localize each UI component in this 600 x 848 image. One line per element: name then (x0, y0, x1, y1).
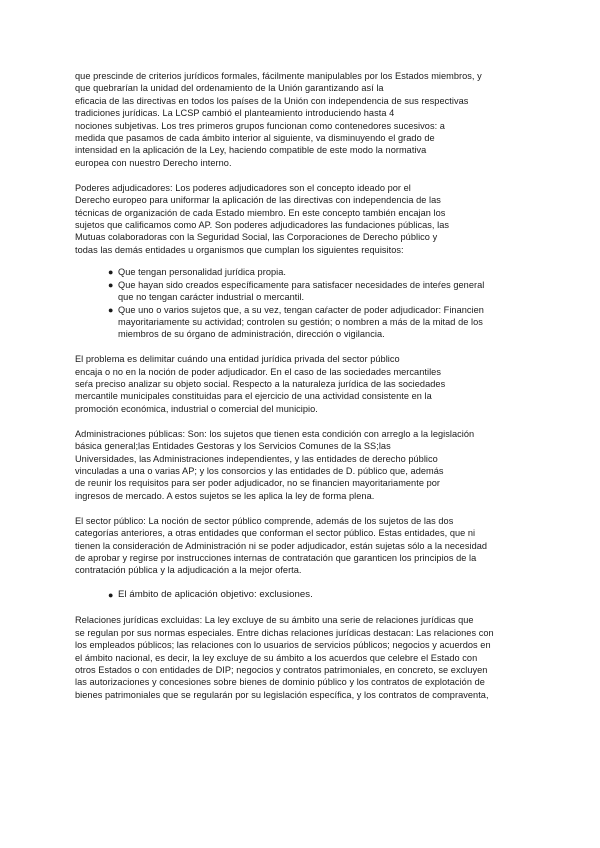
text-line: Que uno o varios sujetos que, a su vez, tengan caŕacter de poder adjudicador: Financien (118, 304, 484, 315)
sector-publico-paragraph (75, 515, 525, 577)
ambito-heading (75, 589, 525, 601)
text-line: Administraciones públicas: Son: los sujetos que tienen esta condición con arreglo a la legislación (75, 428, 475, 439)
text-line: Mutuas colaboradoras con la Seguridad Social, las Corporaciones de Derecho público y (75, 232, 438, 243)
text-line: el ámbito nacional, es decir, la ley excluye de su ámbito a los acuerdos que celebre el Estado con (75, 652, 478, 663)
text-line: de reunir los requisitos para ser poder adjudicador, no se financien mayoritariamente por (75, 478, 441, 489)
text-line: que no tengan carácter industrial o mercantil. (118, 292, 305, 303)
bullet-icon: ● (108, 304, 114, 315)
text-line: mayoritariamente su actividad; controlen su gestión; o nombren a más de la mitad de los (118, 316, 483, 327)
text-line: Poderes adjudicadores: Los poderes adjudicadores son el concepto ideado por el (75, 182, 411, 193)
text-line: de aprobar y regirse por instrucciones internas de contratación que garanticen los principios de la (75, 552, 477, 563)
problema-paragraph (75, 353, 525, 415)
text-line: tradiciones jurídicas. La LCSP cambió el planteamiento introduciendo hasta 4 (75, 108, 395, 119)
text-line: europea con nuestro Derecho interno. (75, 157, 232, 168)
text-line: intensidad en la aplicación de la Ley, haciendo compatible de este modo la normativa (75, 145, 427, 156)
text-line: Universidades, las Administraciones independientes, y las entidades de derecho público (75, 453, 438, 464)
text-line: Derecho europeo para uniformar la aplicación de las directivas con independencia de las (75, 195, 441, 206)
text-line: eficacia de las directivas en todos los países de la Unión con independencia de sus respectivas (75, 95, 469, 106)
text-line: sujetos que calificamos como AP. Son poderes adjudicadores las fundaciones públicas, las (75, 220, 449, 231)
bullet-icon: ● (108, 267, 114, 278)
relaciones-paragraph (75, 614, 525, 701)
intro-paragraph (75, 70, 525, 169)
text-line: que prescinde de criterios jurídicos formales, fácilmente manipulables por los Estados miembros, y (75, 71, 482, 81)
text-line: básica general;las Entidades Gestoras y los Servicios Comunes de la SS;las (75, 441, 391, 452)
text-line: que quebrarían la unidad del ordenamiento de la Unión garantizando así la (75, 83, 384, 94)
text-line: miembros de su órgano de administración, dirección o vigilancia. (118, 329, 385, 340)
text-line: Que tengan personalidad jurídica propia. (118, 267, 286, 278)
text-line: todas las demás entidades u organismos que cumplan los siguientes requisitos: (75, 244, 404, 255)
text-line: los empleados públicos; las relaciones con lo usuarios de servicios públicos; negocios y acuerdos en (75, 640, 491, 651)
text-line: encaja o no en la noción de poder adjudicador. En el caso de las sociedades mercantiles (75, 366, 441, 377)
text-line: ingresos de mercado. A estos sujetos se les aplica la ley de forma plena. (75, 490, 375, 501)
text-line: contratación pública y la adjudicación a la mejor oferta. (75, 565, 302, 576)
text-line: Relaciones jurídicas excluidas: La ley excluye de su ámbito una serie de relaciones jurídicas que (75, 615, 474, 626)
section-heading: El ámbito de aplicación objetivo: exclusiones. (118, 589, 313, 601)
text-line: las autorizaciones y concesiones sobre bienes de dominio público y los contratos de explotación de (75, 677, 485, 688)
text-line: seŕa preciso analizar su objeto social. Respecto a la naturaleza jurídica de las sociedades (75, 378, 446, 389)
text-line: vinculadas a una o varias AP; y los consorcios y las entidades de D. público que, además (75, 465, 444, 476)
text-line: otros Estados o con entidades de DIP; negocios y contratos patrimoniales, en concreto, se excluyen (75, 665, 488, 676)
requisitos-list (75, 266, 525, 340)
text-line: nociones subjetivas. Los tres primeros grupos funcionan como contenedores sucesivos: a (75, 120, 445, 131)
administraciones-paragraph (75, 428, 525, 502)
bullet-icon: ● (108, 590, 114, 601)
text-line: medida que pasamos de cada ámbito interior al siguiente, va disminuyendo el grado de (75, 133, 435, 144)
text-line: promoción económica, industrial o comercial del municipio. (75, 403, 318, 414)
text-line: técnicas de organización de cada Estado miembro. En este concepto también encajan los (75, 207, 446, 218)
text-line: El problema es delimitar cuándo una entidad jurídica privada del sector público (75, 354, 400, 365)
bullet-icon: ● (108, 279, 114, 290)
list-item (108, 304, 525, 341)
poderes-adjudicadores-paragraph (75, 182, 525, 256)
list-item (108, 279, 525, 304)
text-line: bienes patrimoniales que se regularán por su legislación específica, y los contratos de compraventa, (75, 689, 489, 700)
text-line: tienen la consideración de Administración ni se poder adjudicador, están sujetas sólo a la necesidad (75, 540, 488, 551)
text-line: El sector público: La noción de sector público comprende, además de los sujetos de las dos (75, 515, 454, 526)
text-line: Que hayan sido creados específicamente para satisfacer necesidades de inteŕes general (118, 279, 485, 290)
document-page (75, 70, 525, 714)
list-item (108, 266, 525, 278)
text-line: categorías anteriores, a otras entidades que conforman el sector público. Estas entidades, que ni (75, 528, 476, 539)
text-line: mercantile municipales constituidas para el ejercicio de una actividad consistente en la (75, 391, 432, 402)
text-line: se regulan por sus normas especiales. Entre dichas relaciones jurídicas destacan: Las relaciones con (75, 627, 494, 638)
